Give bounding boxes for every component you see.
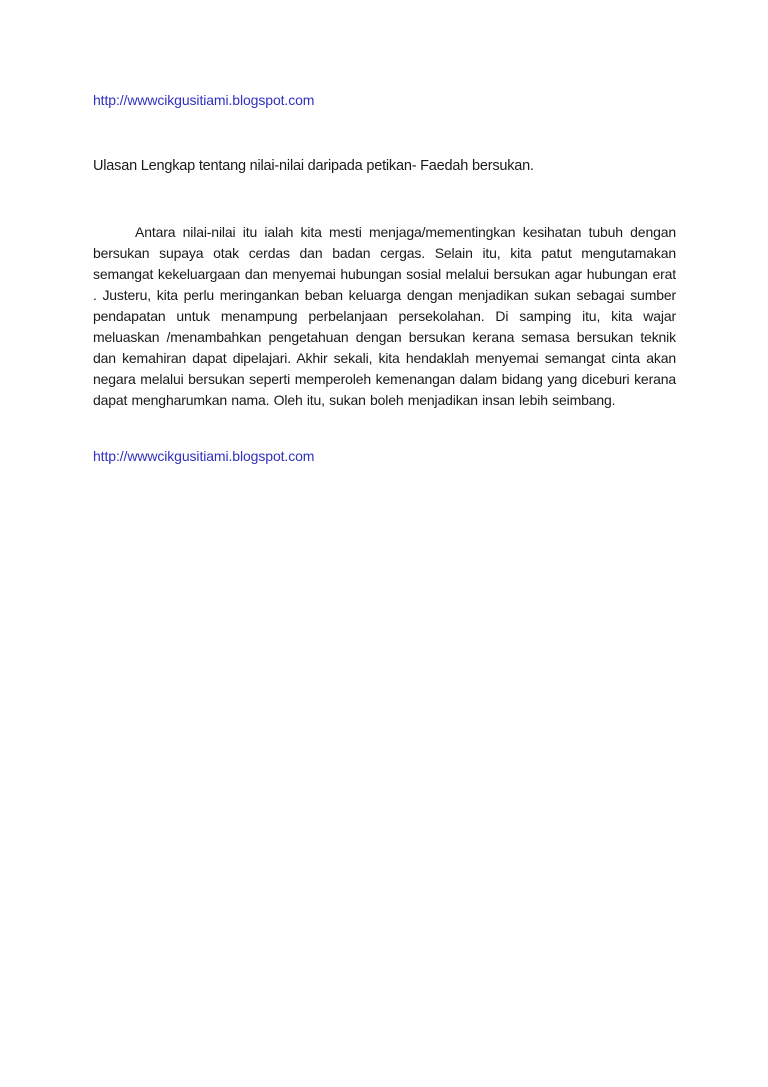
document-paragraph: Antara nilai-nilai itu ialah kita mesti menjaga/mementingkan kesihatan tubuh dengan bersukan supaya otak cerdas dan badan cergas. Selain itu, kita patut mengutamakan semangat kekeluargaan dan menyemai hubungan sosial melalui bersukan agar hubungan erat . Justeru, kita perlu meringankan beban keluarga dengan menjadikan sukan sebagai sumber pendapatan untuk menampung perbelanjaan persekolahan. Di samping itu, kita wajar meluaskan /menambahkan pengetahuan dengan bersukan kerana semasa bersukan teknik dan kemahiran dapat dipelajari. Akhir sekali, kita hendaklah menyemai semangat cinta akan negara melalui bersukan seperti memperoleh kemenangan dalam bidang yang diceburi kerana dapat mengharumkan nama. Oleh itu, sukan boleh menjadikan insan lebih seimbang.	[93, 224, 676, 408]
blogspot-link-bottom[interactable]: http://wwwcikgusitiami.blogspot.com	[93, 448, 315, 464]
blogspot-link-top[interactable]: http://wwwcikgusitiami.blogspot.com	[93, 92, 315, 108]
document-heading: Ulasan Lengkap tentang nilai-nilai daripada petikan- Faedah bersukan.	[93, 158, 534, 174]
